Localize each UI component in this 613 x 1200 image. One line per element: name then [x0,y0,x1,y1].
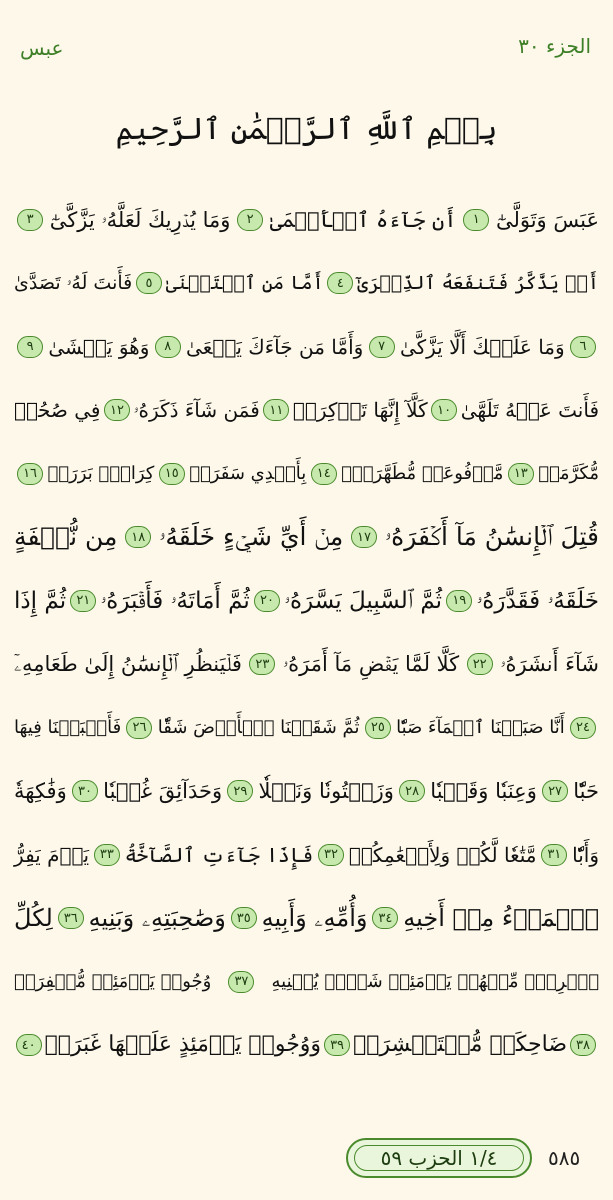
ayah-number-marker[interactable]: ٧ [369,336,395,358]
ayah-number-marker[interactable]: ٢٢ [467,653,493,675]
ayah-number-marker[interactable]: ٢٠ [254,590,280,612]
ayah-number-marker[interactable]: ٣٥ [231,907,257,929]
ayah-number-marker[interactable]: ١٠ [431,399,457,421]
ayah-text[interactable]: وَمَا يُدۡرِيكَ لَعَلَّهُۥ يَزَّكَّىٰٓ [49,207,231,232]
juz-label: الجزء ٣٠ [518,34,591,58]
ayah-number-marker[interactable]: ١٨ [125,526,151,548]
ayah-number-marker[interactable]: ٣٣ [94,844,120,866]
ayah-number-marker[interactable]: ١٦ [17,463,43,485]
ayah-text[interactable]: فَإِذَا جَآءَتِ ٱلصَّآخَّةُ [124,842,314,867]
ayah-number-marker[interactable]: ٣١ [541,844,567,866]
ayah-number-marker[interactable]: ٢٣ [249,653,275,675]
ayah-number-marker[interactable]: ٢٥ [365,717,391,739]
ayah-text[interactable]: فَلۡيَنظُرِ ٱلۡإِنسَٰنُ إِلَىٰ طَعَامِهِۦٓ [14,652,242,677]
ayah-text[interactable]: فِي صُحُفٖ [14,398,101,423]
quran-line [14,950,599,1014]
ayah-text[interactable]: حَبّٗا [573,779,599,804]
ayah-number-marker[interactable]: ٢٦ [126,717,152,739]
quran-line [14,252,599,316]
surah-name[interactable]: عبس [20,36,64,60]
ayah-text[interactable]: قُتِلَ ٱلۡإِنسَٰنُ مَآ أَكۡفَرَهُۥ [384,522,599,552]
ayah-number-marker[interactable]: ٨ [155,336,181,358]
ayah-text[interactable]: ٱلۡمَرۡءُ مِنۡ أَخِيهِ [403,904,599,933]
ayah-text[interactable]: فَأَنتَ لَهُۥ تَصَدَّىٰ [14,272,133,295]
ayah-number-marker[interactable]: ١ [463,209,489,231]
ayah-number-marker[interactable]: ١٥ [159,463,185,485]
ayah-number-marker[interactable]: ٤٠ [16,1034,42,1056]
page-header [0,0,613,70]
ayah-number-marker[interactable]: ٣٦ [58,907,84,929]
ayah-text[interactable]: أَنَّا صَبَبۡنَا ٱلۡمَآءَ صَبّٗا [396,716,565,738]
ayah-text[interactable]: وَصَٰحِبَتِهِۦ وَبَنِيهِ [88,904,226,933]
ayah-number-marker[interactable]: ٣٩ [324,1034,350,1056]
ayah-text[interactable]: عَبَسَ وَتَوَلَّىٰٓ [495,207,599,232]
ayah-number-marker[interactable]: ٩ [17,336,43,358]
ayah-number-marker[interactable]: ٢ [237,209,263,231]
ayah-text[interactable]: وُجُوهٞ يَوۡمَئِذٖ مُّسۡفِرَةٞ [14,970,212,992]
ayah-text[interactable]: كَلَّآ إِنَّهَا تَذۡكِرَةٞ [292,398,428,423]
ayah-text[interactable]: وَأُمِّهِۦ وَأَبِيهِ [261,904,368,933]
ayah-text[interactable]: ثُمَّ إِذَا [14,587,67,614]
ayah-number-marker[interactable]: ٣٠ [72,780,98,802]
ayah-text[interactable]: فَمَن شَآءَ ذَكَرَهُۥ [133,398,260,423]
ayah-number-marker[interactable]: ٢٨ [399,780,425,802]
ayah-text[interactable]: فَأَنتَ عَنۡهُ تَلَهَّىٰ [460,398,599,423]
quran-line [14,1014,599,1078]
ayah-text[interactable]: وَزَيۡتُونٗا وَنَخۡلٗا [258,779,394,804]
ayah-text[interactable]: يَوۡمَ يَفِرُّ [14,842,90,867]
ayah-text[interactable]: مُّكَرَّمَةٖ [538,462,599,484]
ayah-text[interactable]: مِن نُّطۡفَةٍ [14,522,118,552]
ayah-number-marker[interactable]: ١٣ [508,463,534,485]
ayah-text[interactable]: وَوُجُوهٞ يَوۡمَئِذٍ عَلَيۡهَا غَبَرَةٞ [44,1032,322,1058]
quran-line [14,315,599,379]
quran-line [14,188,599,252]
ayah-number-marker[interactable]: ٣ [17,209,43,231]
ayah-number-marker[interactable]: ٥ [136,272,162,294]
ayah-number-marker[interactable]: ١١ [263,399,289,421]
ayah-number-marker[interactable]: ١٢ [104,399,130,421]
ayah-number-marker[interactable]: ٣٢ [318,844,344,866]
quran-line [14,823,599,887]
ayah-number-marker[interactable]: ١٤ [311,463,337,485]
ayah-text[interactable]: وَهُوَ يَخۡشَىٰ [48,334,150,359]
ayah-number-marker[interactable]: ٢٧ [542,780,568,802]
quran-text [14,188,599,1077]
ayah-text[interactable]: وَأَبّٗا [572,842,599,867]
ayah-text[interactable]: ثُمَّ ٱلسَّبِيلَ يَسَّرَهُۥ [284,587,443,614]
ayah-text[interactable]: مَّتَٰعٗا لَّكُمۡ وَلِأَنۡعَٰمِكُمۡ [348,842,537,867]
ayah-text[interactable]: شَآءَ أَنشَرَهُۥ [500,652,599,677]
ayah-text[interactable]: مَّرۡفُوعَةٖ مُّطَهَّرَةِۭ [341,462,504,484]
quran-line [14,442,599,506]
ayah-text[interactable]: فَأَنۢبَتۡنَا فِيهَا [14,716,122,738]
ayah-text[interactable]: مِنۡ أَيِّ شَيۡءٍ خَلَقَهُۥ [159,522,344,552]
ayah-text[interactable]: كِرَامِۭ بَرَرَةٖ [47,462,155,484]
ayah-number-marker[interactable]: ١٩ [446,590,472,612]
ayah-text[interactable]: وَحَدَآئِقَ غُلۡبٗا [103,779,223,804]
ayah-text[interactable]: أَن جَآءَهُ ٱلۡأَعۡمَىٰ [269,207,457,232]
basmala: بِسۡمِ ٱللَّهِ ٱلرَّحۡمَٰنِ ٱلرَّحِيمِ [115,112,498,147]
ayah-text[interactable]: ثُمَّ شَقَقۡنَا ٱلۡأَرۡضَ شَقّٗا [157,716,360,738]
ayah-number-marker[interactable]: ٣٤ [372,907,398,929]
page-number: ٥٨٥ [548,1146,581,1170]
ayah-text[interactable]: ثُمَّ أَمَاتَهُۥ فَأَقۡبَرَهُۥ [100,587,250,614]
ayah-number-marker[interactable]: ٢٩ [227,780,253,802]
ayah-text[interactable]: أَمَّا مَنِ ٱسۡتَغۡنَىٰ [165,272,324,295]
quran-line [14,506,599,570]
quran-line [14,887,599,951]
ayah-number-marker[interactable]: ١٧ [351,526,377,548]
ayah-text[interactable]: ٱمۡرِيٕٖ مِّنۡهُمۡ يَوۡمَئِذٖ شَأۡنٞ يُغۡنِيهِ [271,970,599,992]
hizb-badge[interactable] [346,1138,532,1178]
ayah-text[interactable]: ضَاحِكَةٞ مُّسۡتَبۡشِرَةٞ [353,1032,567,1058]
quran-line [14,696,599,760]
ayah-number-marker[interactable]: ٣٧ [228,971,254,993]
quran-line [14,569,599,633]
ayah-text[interactable]: أَوۡ يَذَّكَّرُ فَتَنفَعَهُ ٱلذِّكۡرَىٰٓ [357,272,599,295]
ayah-number-marker[interactable]: ٢١ [70,590,96,612]
ayah-number-marker[interactable]: ٤ [327,272,353,294]
ayah-text[interactable]: خَلَقَهُۥ فَقَدَّرَهُۥ [476,587,599,614]
ayah-text[interactable]: كَلَّا لَمَّا يَقۡضِ مَآ أَمَرَهُۥ [282,652,460,677]
ayah-number-marker[interactable]: ٢٤ [570,717,596,739]
ayah-text[interactable]: لِكُلِّ [14,904,53,933]
ayah-text[interactable]: وَعِنَبٗا وَقَضۡبٗا [430,779,537,804]
quran-line [14,760,599,824]
page-footer [0,1130,613,1190]
ayah-number-marker[interactable]: ٣٨ [570,1034,596,1056]
ayah-text[interactable]: وَأَمَّا مَن جَآءَكَ يَسۡعَىٰ [186,334,364,359]
quran-line [14,633,599,697]
ayah-text[interactable]: بِأَيۡدِي سَفَرَةٖ [189,462,307,484]
ayah-text[interactable]: وَمَا عَلَيۡكَ أَلَّا يَزَّكَّىٰ [399,334,565,359]
ayah-text[interactable]: وَفَٰكِهَةٗ [14,779,67,804]
hizb-label: ١/٤ الحزب ٥٩ [380,1146,498,1170]
ayah-number-marker[interactable]: ٦ [570,336,596,358]
quran-line [14,379,599,443]
